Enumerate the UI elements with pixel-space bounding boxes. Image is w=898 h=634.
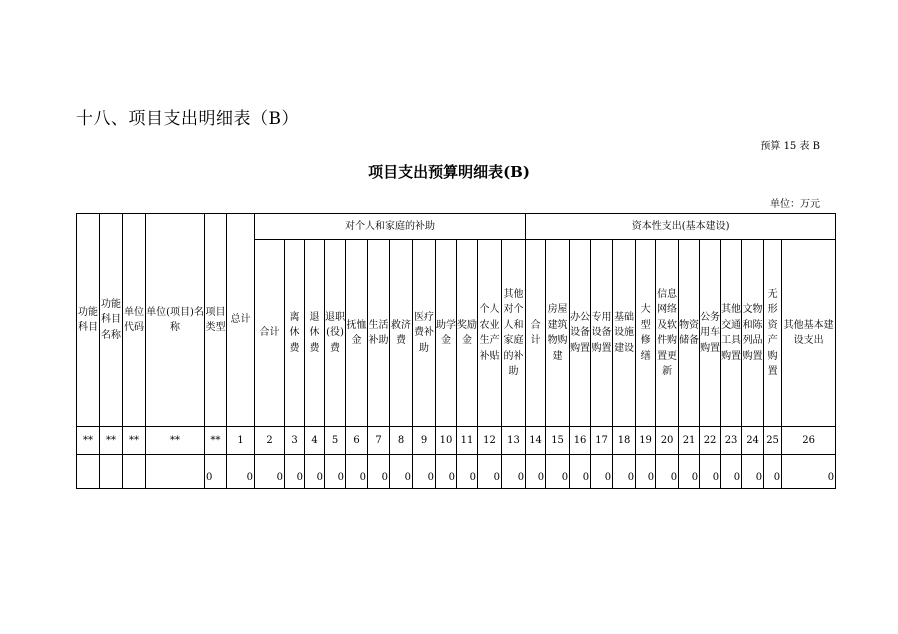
data-cell: 0 xyxy=(325,455,346,489)
data-cell xyxy=(123,455,146,489)
data-cell: 0 xyxy=(636,455,656,489)
header-cell: 文物和陈列品购置 xyxy=(742,240,764,427)
data-cell: 0 xyxy=(457,455,478,489)
number-cell: 11 xyxy=(457,427,478,455)
data-cell: 0 xyxy=(255,455,285,489)
header-cell: 救济费 xyxy=(390,240,413,427)
number-cell: 26 xyxy=(782,427,836,455)
number-cell: ** xyxy=(146,427,205,455)
header-cell: 合计 xyxy=(255,240,285,427)
data-cell: 0 xyxy=(205,455,227,489)
number-cell: 10 xyxy=(436,427,457,455)
header-cell: 医疗费补助 xyxy=(413,240,436,427)
number-cell: 9 xyxy=(413,427,436,455)
data-cell: 0 xyxy=(502,455,526,489)
header-cell: 其他基本建设支出 xyxy=(782,240,836,427)
data-cell: 0 xyxy=(346,455,368,489)
header-cell: 退职(役)费 xyxy=(325,240,346,427)
number-cell: 8 xyxy=(390,427,413,455)
header-cell: 单位代码 xyxy=(123,214,146,427)
number-cell: ** xyxy=(77,427,100,455)
number-cell: 22 xyxy=(700,427,721,455)
header-cell: 退休费 xyxy=(305,240,325,427)
data-cell: 0 xyxy=(721,455,742,489)
data-cell: 0 xyxy=(478,455,502,489)
header-cell: 基础设施建设 xyxy=(613,240,636,427)
number-cell: 19 xyxy=(636,427,656,455)
header-cell: 房屋建筑物购建 xyxy=(546,240,570,427)
data-cell: 0 xyxy=(570,455,591,489)
data-cell xyxy=(77,455,100,489)
header-cell: 其他交通工具购置 xyxy=(721,240,742,427)
table-row xyxy=(77,455,836,489)
number-cell: 15 xyxy=(546,427,570,455)
data-cell: 0 xyxy=(764,455,782,489)
number-cell: 25 xyxy=(764,427,782,455)
header-cell: 物资储备 xyxy=(679,240,700,427)
header-cell: 专用设备购置 xyxy=(591,240,613,427)
header-cell: 公务用车购置 xyxy=(700,240,721,427)
header-cell: 个人农业生产补贴 xyxy=(478,240,502,427)
header-cell: 功能科目 xyxy=(77,214,100,427)
page-title: 项目支出预算明细表(B) xyxy=(368,163,530,181)
data-cell: 0 xyxy=(436,455,457,489)
header-cell: 信息网络及软件购置更新 xyxy=(656,240,679,427)
number-cell: 18 xyxy=(613,427,636,455)
header-cell: 助学金 xyxy=(436,240,457,427)
data-cell: 0 xyxy=(227,455,255,489)
header-cell: 办公设备购置 xyxy=(570,240,591,427)
data-cell: 0 xyxy=(679,455,700,489)
header-cell: 无形资产购置 xyxy=(764,240,782,427)
unit-label: 单位：万元 xyxy=(770,199,820,210)
header-cell: 离休费 xyxy=(285,240,305,427)
header-cell: 总计 xyxy=(227,214,255,427)
data-cell: 0 xyxy=(368,455,390,489)
group-header-subsidy: 对个人和家庭的补助 xyxy=(255,214,526,240)
number-cell: ** xyxy=(123,427,146,455)
header-cell: 单位(项目)名称 xyxy=(146,214,205,427)
data-cell: 0 xyxy=(782,455,836,489)
number-cell: 13 xyxy=(502,427,526,455)
header-cell: 合计 xyxy=(526,240,546,427)
data-cell xyxy=(100,455,123,489)
data-cell: 0 xyxy=(700,455,721,489)
data-cell: 0 xyxy=(305,455,325,489)
number-cell: 7 xyxy=(368,427,390,455)
number-cell: 6 xyxy=(346,427,368,455)
number-cell: ** xyxy=(100,427,123,455)
number-cell: 4 xyxy=(305,427,325,455)
form-id: 预算 15 表 B xyxy=(760,141,820,152)
header-row-groups xyxy=(77,214,836,240)
data-cell xyxy=(146,455,205,489)
data-cell: 0 xyxy=(742,455,764,489)
number-cell: 17 xyxy=(591,427,613,455)
header-cell: 大型修缮 xyxy=(636,240,656,427)
header-cell: 功能科目名称 xyxy=(100,214,123,427)
number-cell: 5 xyxy=(325,427,346,455)
group-header-capital: 资本性支出(基本建设) xyxy=(526,214,836,240)
data-cell: 0 xyxy=(413,455,436,489)
column-number-row xyxy=(77,427,836,455)
number-cell: 14 xyxy=(526,427,546,455)
data-cell: 0 xyxy=(546,455,570,489)
header-cell: 项目类型 xyxy=(205,214,227,427)
number-cell: 12 xyxy=(478,427,502,455)
number-cell: 21 xyxy=(679,427,700,455)
budget-table xyxy=(76,213,836,489)
number-cell: 1 xyxy=(227,427,255,455)
header-cell: 奖励金 xyxy=(457,240,478,427)
data-cell: 0 xyxy=(656,455,679,489)
data-cell: 0 xyxy=(613,455,636,489)
number-cell: 16 xyxy=(570,427,591,455)
number-cell: 23 xyxy=(721,427,742,455)
section-title: 十八、项目支出明细表（B） xyxy=(76,109,299,129)
data-cell: 0 xyxy=(390,455,413,489)
data-cell: 0 xyxy=(285,455,305,489)
number-cell: 20 xyxy=(656,427,679,455)
data-cell: 0 xyxy=(591,455,613,489)
header-cell: 其他对个人和家庭的补助 xyxy=(502,240,526,427)
header-cell: 生活补助 xyxy=(368,240,390,427)
header-cell: 抚恤金 xyxy=(346,240,368,427)
number-cell: 2 xyxy=(255,427,285,455)
data-cell: 0 xyxy=(526,455,546,489)
number-cell: 24 xyxy=(742,427,764,455)
number-cell: 3 xyxy=(285,427,305,455)
number-cell: ** xyxy=(205,427,227,455)
